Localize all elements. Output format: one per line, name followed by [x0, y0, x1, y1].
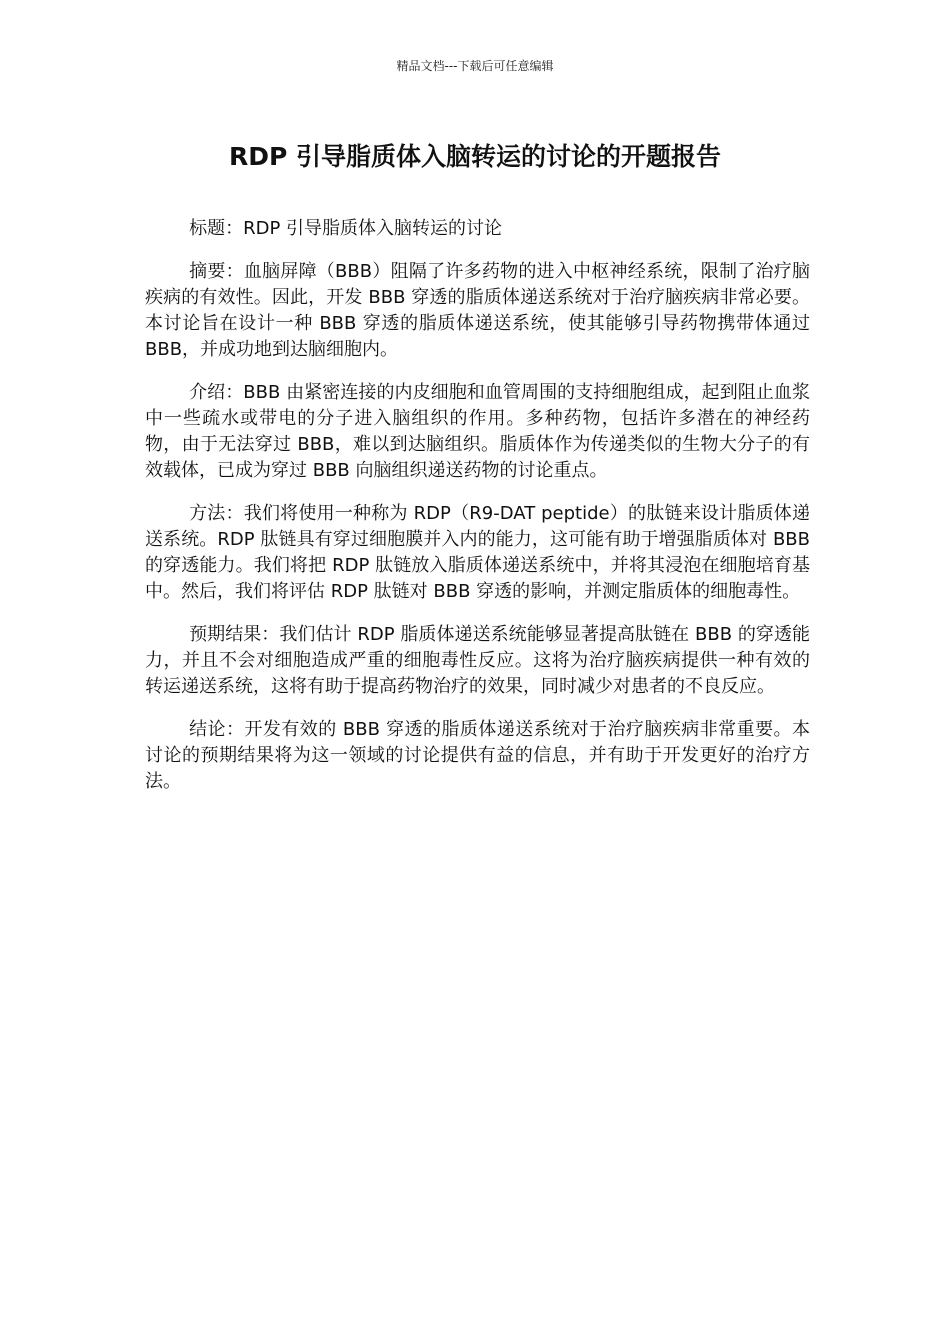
- paragraph-heading: 标题：RDP 引导脂质体入脑转运的讨论: [189, 218, 503, 239]
- paragraph-conclusion: 结论：开发有效的 BBB 穿透的脂质体递送系统对于治疗脑疾病非常重要。本讨论的预期结果将为这一领域的讨论提供有益的信息，并有助于开发更好的治疗方法。: [145, 719, 810, 792]
- paragraph-introduction: 介绍：BBB 由紧密连接的内皮细胞和血管周围的支持细胞组成，起到阻止血浆中一些疏水或带电的分子进入脑组织的作用。多种药物，包括许多潜在的神经药物，由于无法穿过 BBB，难以到达脑组织。脂质体作为传递类似的生物大分子的有效载体，已成为穿过 BBB 向脑组织递送药物的讨论重点。: [145, 382, 810, 481]
- header-note: 精品文档---下载后可任意编辑: [396, 59, 554, 73]
- document-body: [145, 216, 810, 812]
- paragraph-expected-results: 预期结果：我们估计 RDP 脂质体递送系统能够显著提高肽链在 BBB 的穿透能力，并且不会对细胞造成严重的细胞毒性反应。这将为治疗脑疾病提供一种有效的转运递送系统，这将有助于提高药物治疗的效果，同时减少对患者的不良反应。: [145, 624, 810, 697]
- paragraph-methods: 方法：我们将使用一种称为 RDP（R9-DAT peptide）的肽链来设计脂质体递送系统。RDP 肽链具有穿过细胞膜并入内的能力，这可能有助于增强脂质体对 BBB 的穿透能力。我们将把 RDP 肽链放入脂质体递送系统中，并将其浸泡在细胞培育基中。然后，我们将评估 RDP 肽链对 BBB 穿透的影响，并测定脂质体的细胞毒性。: [145, 503, 810, 602]
- paragraph-abstract: 摘要：血脑屏障（BBB）阻隔了许多药物的进入中枢神经系统，限制了治疗脑疾病的有效性。因此，开发 BBB 穿透的脂质体递送系统对于治疗脑疾病非常必要。本讨论旨在设计一种 BBB 穿透的脂质体递送系统，使其能够引导药物携带体通过 BBB，并成功地到达脑细胞内。: [145, 261, 810, 360]
- document-title: RDP 引导脂质体入脑转运的讨论的开题报告: [228, 142, 722, 171]
